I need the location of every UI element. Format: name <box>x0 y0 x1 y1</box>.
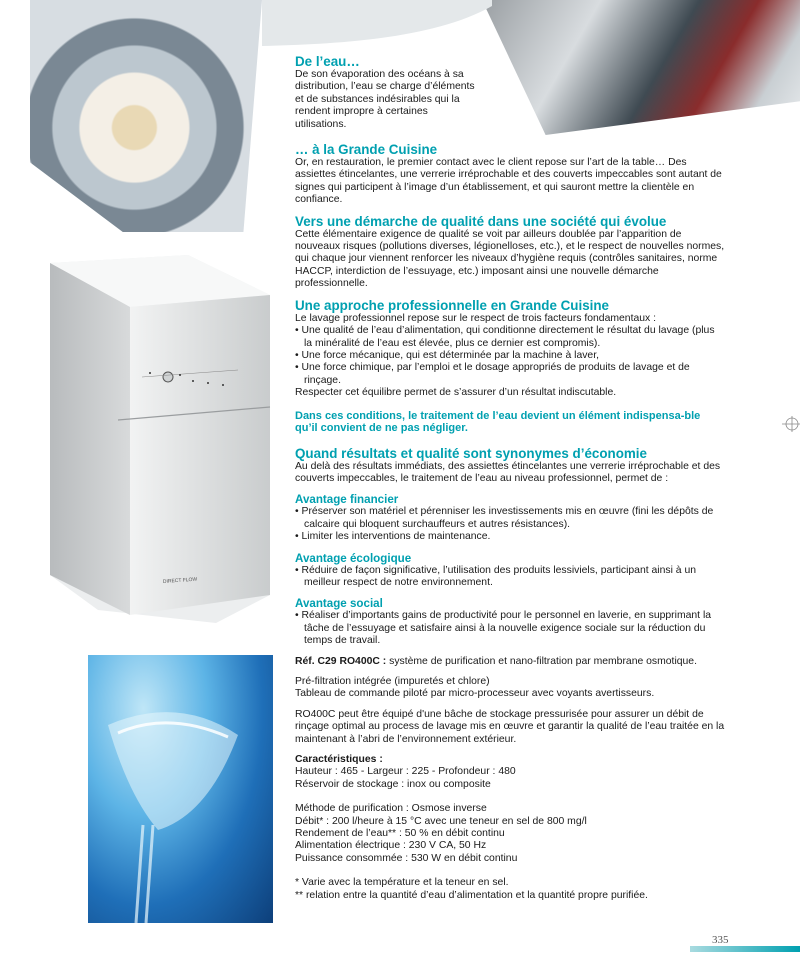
section-text-qualite: Cette élémentaire exigence de qualité se voit par ailleurs doublée par l’apparition de nouveaux risques (pollutions diverses, légionelloses, etc.), et le respect de nouvelles normes, qui chaque jour viennent renforcer les niveaux d’hygiène requis (contrôles sanitaires, norme HACCP, interdiction de l’essuyage, etc.) imposant ainsi une nouvelle démarche professionnelle. <box>295 228 725 290</box>
subtitle-financier: Avantage financier <box>295 493 399 507</box>
product-reference <box>295 656 725 668</box>
section-title-approche: Une approche professionnelle en Grande Cuisine <box>295 297 610 313</box>
approche-bullet: • Une force mécanique, qui est déterminée par la machine à laver, <box>295 349 599 361</box>
section-title-economie: Quand résultats et qualité sont synonymes d’économie <box>295 445 647 461</box>
wine-glass-icon <box>88 655 273 923</box>
section-text-economie: Au delà des résultats immédiats, des assiettes étincelantes une verrerie irréprochable et des couverts impeccables, le traitement de l’eau au niveau professionnel, permet de : <box>295 460 721 484</box>
product-reference-label: Réf. C29 RO400C : <box>295 655 387 667</box>
approche-bullet: • Une force chimique, par l’emploi et le dosage appropriés de produits de lavage et de rinçage. <box>295 362 690 386</box>
social-bullet: • Réaliser d’importants gains de productivité pour le personnel en laverie, en supprimant la tâche de l’essuyage et satisfaire ainsi à la nouvelle exigence sociale sur la réduction du temps de travail. <box>295 610 712 647</box>
registration-mark-icon <box>782 415 800 433</box>
subtitle-social: Avantage social <box>295 597 383 611</box>
characteristics-puissance: Puissance consommée : 530 W en débit continu <box>295 852 518 864</box>
characteristics-methode: Méthode de purification : Osmose inverse <box>295 803 487 815</box>
characteristics-alimentation: Alimentation électrique : 230 V CA, 50 Hz <box>295 840 487 852</box>
table-setting-photo <box>30 0 262 232</box>
section-title-qualite: Vers une démarche de qualité dans une société qui évolue <box>295 213 667 229</box>
header-wave-decoration <box>262 0 492 46</box>
ecologique-bullet: • Réduire de façon significative, l’utilisation des produits lessiviels, participant ainsi à un meilleur respect de notre environnement. <box>295 564 696 588</box>
footer-bar <box>690 946 800 952</box>
product-prefiltration: Pré-filtration intégrée (impuretés et chlore) <box>295 676 490 687</box>
subtitle-ecologique: Avantage écologique <box>295 551 412 565</box>
characteristics-title: Caractéristiques : <box>295 754 383 766</box>
approche-intro: Le lavage professionnel repose sur le respect de trois facteurs fondamentaux : <box>295 312 656 324</box>
footnote-2: ** relation entre la quantité d’eau d’alimentation et la quantité propre purifiée. <box>295 889 648 901</box>
section-text-eau: De son évaporation des océans à sa distribution, l’eau se charge d’éléments et de substances indésirables qui la rendent impropre à certaines utilisations. <box>295 69 475 130</box>
product-reference-text: système de purification et nano-filtration par membrane osmotique. <box>386 655 697 667</box>
product-tableau: Tableau de commande piloté par micro-processeur avec voyants avertisseurs. <box>295 688 655 700</box>
section-text-cuisine: Or, en restauration, le premier contact avec le client repose sur l’art de la table… Des assiettes étincelantes, une verrerie irréprochable et des couverts impeccables sont autant de signes qui participent à l’image d’un établissement, et qui sauront mettre la clientèle en confiance. <box>295 157 722 206</box>
characteristics-debit: Débit* : 200 l/heure à 15 °C avec une teneur en sel de 800 mg/l <box>295 815 587 827</box>
characteristics-reservoir: Réservoir de stockage : inox ou composite <box>295 778 491 790</box>
blue-wine-glass-photo <box>88 655 273 923</box>
approche-callout: Dans ces conditions, le traitement de l’eau devient un élément indispensa-ble qu’il convient de ne pas négliger. <box>295 409 701 435</box>
section-title-cuisine: … à la Grande Cuisine <box>295 142 438 158</box>
financier-bullet: • Préserver son matériel et pérenniser les investissements mis en œuvre (fini les dépôts de calcaire qui bloquent surchauffeurs et autres résistances). <box>295 506 714 530</box>
machine-brand-label: DIRECT FLOW <box>162 576 198 585</box>
article-text <box>295 55 725 902</box>
characteristics-dimensions: Hauteur : 465 - Largeur : 225 - Profondeur : 480 <box>295 766 516 778</box>
footnote-1: * Varie avec la température et la teneur en sel. <box>295 877 509 889</box>
section-title-eau: De l’eau… <box>295 54 360 69</box>
product-bache: RO400C peut être équipé d'une bâche de stockage pressurisée pour assurer un débit de rinçage optimal au process de lavage mis en œuvre et garantir la qualité de l’eau traitée en la maintenant à l’abri de l’environnement extérieur. <box>295 708 725 745</box>
approche-bullet: • Une qualité de l’eau d’alimentation, qui conditionne directement le résultat du lavage (plus la minéralité de l’eau est élevée, plus ce dernier est compromis). <box>295 325 715 349</box>
characteristics-rendement: Rendement de l’eau** : 50 % en débit continu <box>295 828 505 840</box>
approche-outro: Respecter cet équilibre permet de s’assurer d’un résultat indiscutable. <box>295 387 617 399</box>
ro400c-machine-illustration <box>38 255 273 623</box>
financier-bullet: • Limiter les interventions de maintenance. <box>295 531 491 543</box>
page-number: 335 <box>712 934 729 946</box>
